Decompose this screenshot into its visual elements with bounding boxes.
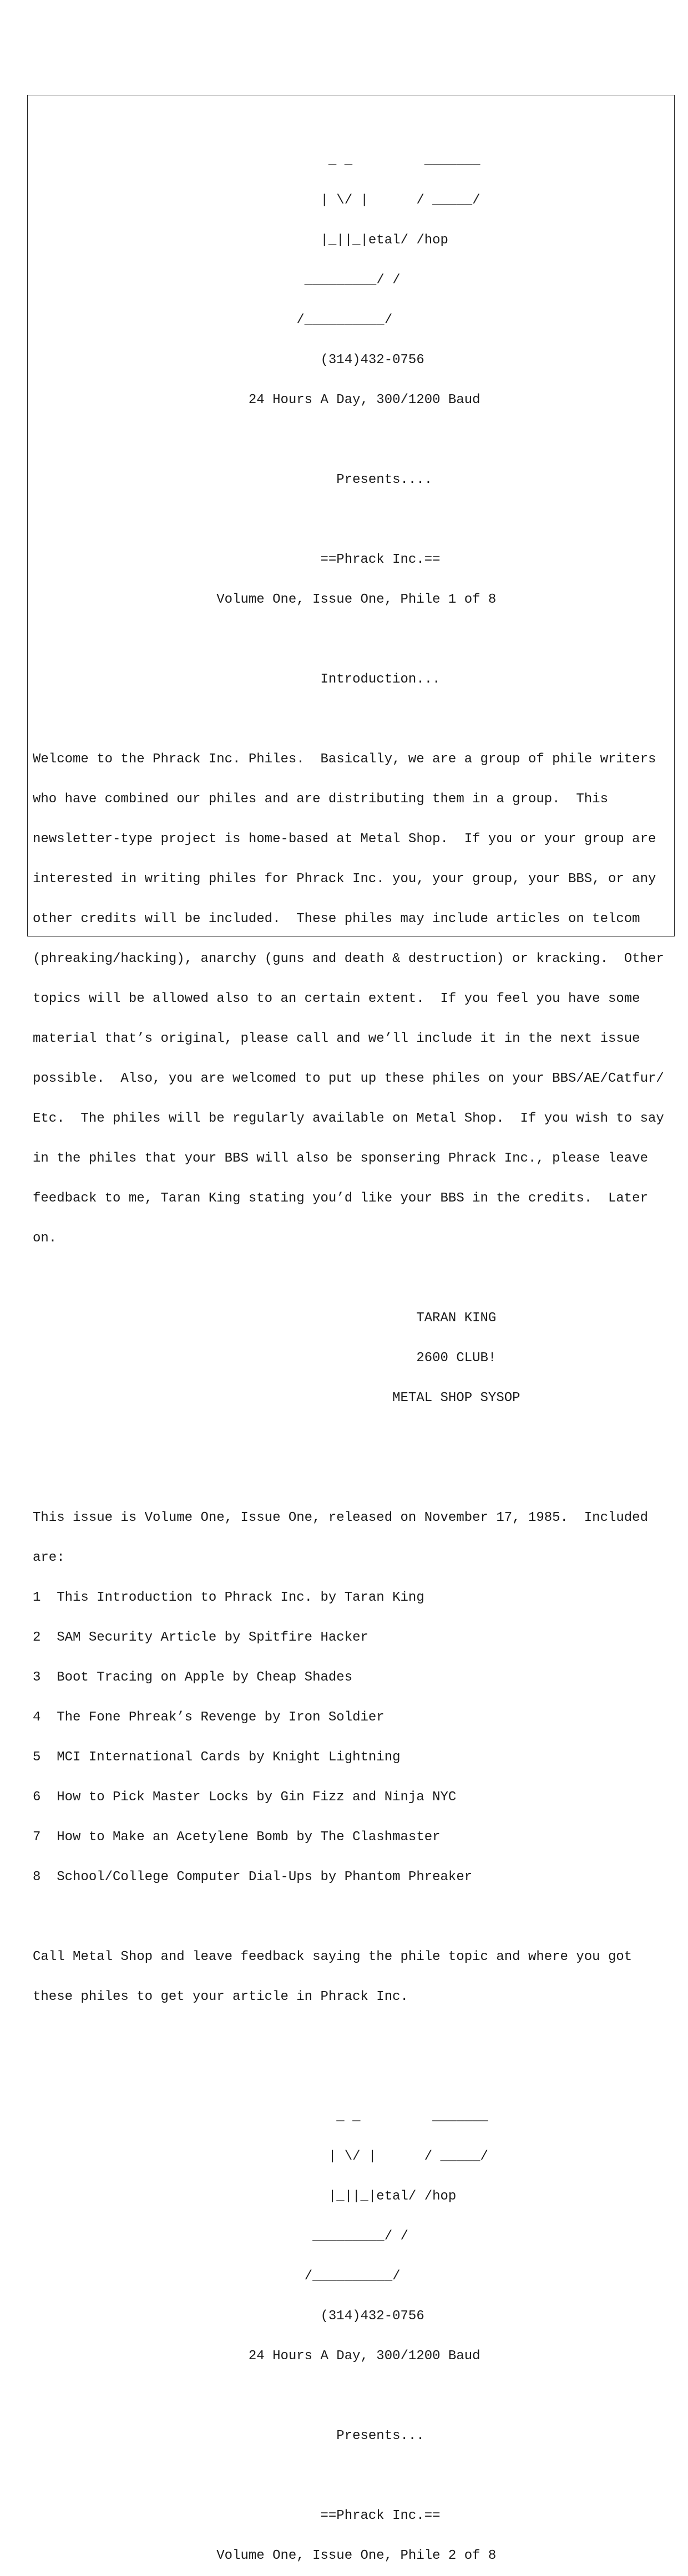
blank-line xyxy=(33,713,664,726)
paragraph-line: on. xyxy=(33,1231,57,1246)
logo-line-3: |_||_|etal/ /hop xyxy=(33,2189,457,2204)
contents-intro: are: xyxy=(33,1550,65,1565)
logo-line-2: | \/ | / _____/ xyxy=(33,2149,488,2164)
contents-intro: This issue is Volume One, Issue One, released on November 17, 1985. Included xyxy=(33,1510,648,1525)
contents-item: 4 The Fone Phreak’s Revenge by Iron Soldier xyxy=(33,1710,385,1725)
document-text xyxy=(33,128,664,2576)
blank-line xyxy=(33,1272,664,1285)
blank-line xyxy=(33,1911,664,1924)
issue-header: Volume One, Issue One, Phile 2 of 8 xyxy=(33,2548,497,2563)
issue-header: Volume One, Issue One, Phile 1 of 8 xyxy=(33,592,497,607)
contents-item: 1 This Introduction to Phrack Inc. by Taran King xyxy=(33,1590,424,1605)
logo-line-4: _________/ / xyxy=(33,2229,408,2244)
phone-number: (314)432-0756 xyxy=(33,2309,424,2324)
phone-number: (314)432-0756 xyxy=(33,353,424,368)
paragraph-line: in the philes that your BBS will also be sponsering Phrack Inc., please leave xyxy=(33,1151,648,1166)
logo-line-5: /__________/ xyxy=(33,2269,401,2284)
signature-role: METAL SHOP SYSOP xyxy=(33,1391,520,1406)
blank-line xyxy=(33,2470,664,2483)
blank-line xyxy=(33,2030,664,2044)
logo-line-3: |_||_|etal/ /hop xyxy=(33,233,448,248)
logo-line-4: _________/ / xyxy=(33,273,401,288)
closing-line: Call Metal Shop and leave feedback saying the phile topic and where you got xyxy=(33,1949,633,1964)
section-title: Introduction... xyxy=(33,672,441,687)
hours-baud: 24 Hours A Day, 300/1200 Baud xyxy=(33,2349,480,2364)
paragraph-line: interested in writing philes for Phrack Inc. you, your group, your BBS, or any xyxy=(33,872,656,887)
paragraph-line: Welcome to the Phrack Inc. Philes. Basically, we are a group of phile writers xyxy=(33,752,656,767)
hours-baud: 24 Hours A Day, 300/1200 Baud xyxy=(33,393,480,408)
logo-line-5: /__________/ xyxy=(33,313,393,328)
blank-line xyxy=(33,513,664,527)
paragraph-line: Etc. The philes will be regularly available on Metal Shop. If you wish to say xyxy=(33,1111,664,1126)
paragraph-line: who have combined our philes and are distributing them in a group. This xyxy=(33,792,608,807)
logo-line-1: _ _ _______ xyxy=(33,2109,488,2124)
blank-line xyxy=(33,1472,664,1485)
signature-club: 2600 CLUB! xyxy=(33,1351,497,1366)
blank-line xyxy=(33,2070,664,2084)
contents-item: 2 SAM Security Article by Spitfire Hacker xyxy=(33,1630,368,1645)
blank-line xyxy=(33,2390,664,2403)
signature-name: TARAN KING xyxy=(33,1311,497,1326)
phrack-title: ==Phrack Inc.== xyxy=(33,552,441,567)
contents-item: 5 MCI International Cards by Knight Lightning xyxy=(33,1750,401,1765)
blank-line xyxy=(33,1432,664,1445)
blank-line xyxy=(33,434,664,447)
closing-line: these philes to get your article in Phrack Inc. xyxy=(33,1989,408,2004)
paragraph-line: other credits will be included. These philes may include articles on telcom xyxy=(33,912,640,926)
contents-item: 7 How to Make an Acetylene Bomb by The Clashmaster xyxy=(33,1830,441,1845)
blank-line xyxy=(33,633,664,646)
paragraph-line: topics will be allowed also to an certain extent. If you feel you have some xyxy=(33,991,640,1006)
paragraph-line: material that’s original, please call and we’ll include it in the next issue xyxy=(33,1031,640,1046)
presents: Presents... xyxy=(33,2429,424,2443)
contents-item: 6 How to Pick Master Locks by Gin Fizz and Ninja NYC xyxy=(33,1790,457,1805)
paragraph-line: newsletter-type project is home-based at Metal Shop. If you or your group are xyxy=(33,832,656,847)
paragraph-line: (phreaking/hacking), anarchy (guns and death & destruction) or kracking. Other xyxy=(33,951,664,966)
logo-line-2: | \/ | / _____/ xyxy=(33,193,480,208)
contents-item: 3 Boot Tracing on Apple by Cheap Shades xyxy=(33,1670,353,1685)
logo-line-1: _ _ _______ xyxy=(33,153,480,168)
paragraph-line: possible. Also, you are welcomed to put up these philes on your BBS/AE/Catfur/ xyxy=(33,1071,664,1086)
presents: Presents.... xyxy=(33,472,433,487)
paragraph-line: feedback to me, Taran King stating you’d like your BBS in the credits. Later xyxy=(33,1191,648,1206)
phrack-title: ==Phrack Inc.== xyxy=(33,2508,441,2523)
contents-item: 8 School/College Computer Dial-Ups by Phantom Phreaker xyxy=(33,1870,473,1885)
